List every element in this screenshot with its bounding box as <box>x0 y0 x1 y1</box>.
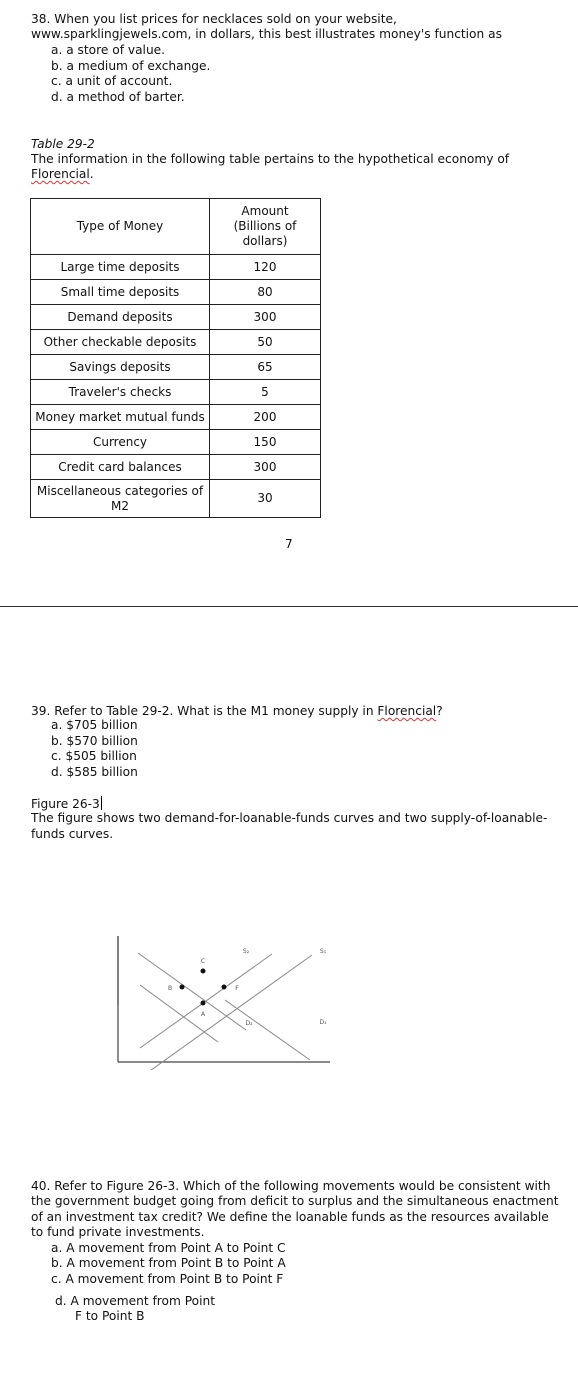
money-type-cell: Traveler's checks <box>31 380 210 405</box>
page-number: 7 <box>285 537 293 551</box>
point-c-marker <box>201 969 206 974</box>
page-break-divider <box>0 606 578 607</box>
money-type-cell: Demand deposits <box>31 305 210 330</box>
q39-option-d: d. $585 billion <box>51 765 138 779</box>
table-description-line1: The information in the following table pertains to the hypothetical economy of <box>31 152 510 166</box>
table-header-row <box>31 199 321 255</box>
label-point-c: C <box>200 958 206 965</box>
money-type-cell: Small time deposits <box>31 280 210 305</box>
table-row <box>31 380 321 405</box>
q40-stem-line3: of an investment tax credit? We define the loanable funds as the resources available <box>31 1210 549 1224</box>
label-point-f: F <box>235 985 239 992</box>
table-row <box>31 330 321 355</box>
money-type-cell: Credit card balances <box>31 455 210 480</box>
amount-cell: 200 <box>210 405 321 430</box>
amount-cell: 300 <box>210 305 321 330</box>
demand-curve-d1 <box>140 985 218 1042</box>
q40-option-d-line2: F to Point B <box>75 1309 145 1323</box>
amount-cell: 65 <box>210 355 321 380</box>
point-b-marker <box>180 985 185 990</box>
q40-option-c: c. A movement from Point B to Point F <box>51 1272 284 1286</box>
money-type-cell: Money market mutual funds <box>31 405 210 430</box>
q40-stem-line4: to fund private investments. <box>31 1225 205 1239</box>
q38-option-b: b. a medium of exchange. <box>51 59 211 73</box>
q39-option-b: b. $570 billion <box>51 734 138 748</box>
q40-option-a: a. A movement from Point A to Point C <box>51 1241 286 1255</box>
header-type-of-money: Type of Money <box>31 199 210 255</box>
table-row <box>31 455 321 480</box>
figure-caption: Figure 26-3 <box>31 797 100 811</box>
q38-option-a: a. a store of value. <box>51 43 166 57</box>
table-row <box>31 480 321 518</box>
table-caption: Table 29-2 <box>31 137 95 151</box>
money-type-cell: Large time deposits <box>31 255 210 280</box>
table-row <box>31 255 321 280</box>
q40-stem-line1: 40. Refer to Figure 26-3. Which of the following movements would be consistent with <box>31 1179 551 1193</box>
demand-curve-d1-ext <box>225 1000 310 1060</box>
amount-cell: 150 <box>210 430 321 455</box>
q40-option-d-line1: d. A movement from Point <box>55 1294 215 1308</box>
spellcheck-word: Florencial <box>377 704 437 718</box>
label-d1: D₁ <box>319 1019 327 1026</box>
q38-option-d: d. a method of barter. <box>51 90 185 104</box>
label-s1: S₁ <box>319 948 327 955</box>
q39-option-c: c. $505 billion <box>51 749 137 763</box>
table-description-line2: Florencial. <box>31 167 94 181</box>
amount-cell: 120 <box>210 255 321 280</box>
table-row <box>31 280 321 305</box>
text-cursor <box>101 796 102 810</box>
loanable-funds-curves <box>110 930 340 1070</box>
money-table <box>30 198 321 518</box>
amount-cell: 5 <box>210 380 321 405</box>
label-point-b: B <box>167 985 173 992</box>
amount-cell: 50 <box>210 330 321 355</box>
money-type-cell: Currency <box>31 430 210 455</box>
amount-cell: 30 <box>210 480 321 518</box>
money-type-cell: Savings deposits <box>31 355 210 380</box>
demand-curve-d2 <box>138 953 246 1030</box>
q39-option-a: a. $705 billion <box>51 718 138 732</box>
q38-option-c: c. a unit of account. <box>51 74 173 88</box>
table-row <box>31 305 321 330</box>
money-type-cell: Miscellaneous categories of M2 <box>31 480 210 518</box>
q38-stem-line2: www.sparklingjewels.com, in dollars, this best illustrates money's function as <box>31 27 502 41</box>
money-type-cell: Other checkable deposits <box>31 330 210 355</box>
table-row <box>31 430 321 455</box>
figure-description-line2: funds curves. <box>31 827 114 841</box>
figure-description-line1: The figure shows two demand-for-loanable-funds curves and two supply-of-loanable- <box>31 811 548 825</box>
header-amount: Amount (Billions of dollars) <box>210 199 321 255</box>
table-row <box>31 355 321 380</box>
amount-cell: 300 <box>210 455 321 480</box>
table-row <box>31 405 321 430</box>
q40-option-b: b. A movement from Point B to Point A <box>51 1256 286 1270</box>
q40-stem-line2: the government budget going from deficit to surplus and the simultaneous enactment <box>31 1194 559 1208</box>
label-point-a: A <box>200 1011 206 1018</box>
q38-stem-line1: 38. When you list prices for necklaces sold on your website, <box>31 12 397 26</box>
spellcheck-word: Florencial <box>31 167 90 181</box>
label-d2: D₂ <box>245 1020 253 1027</box>
point-a-marker <box>201 1001 206 1006</box>
point-f-marker <box>222 985 227 990</box>
amount-cell: 80 <box>210 280 321 305</box>
q39-stem: 39. Refer to Table 29-2. What is the M1 money supply in Florencial? <box>31 704 443 718</box>
label-s2: S₂ <box>242 948 250 955</box>
